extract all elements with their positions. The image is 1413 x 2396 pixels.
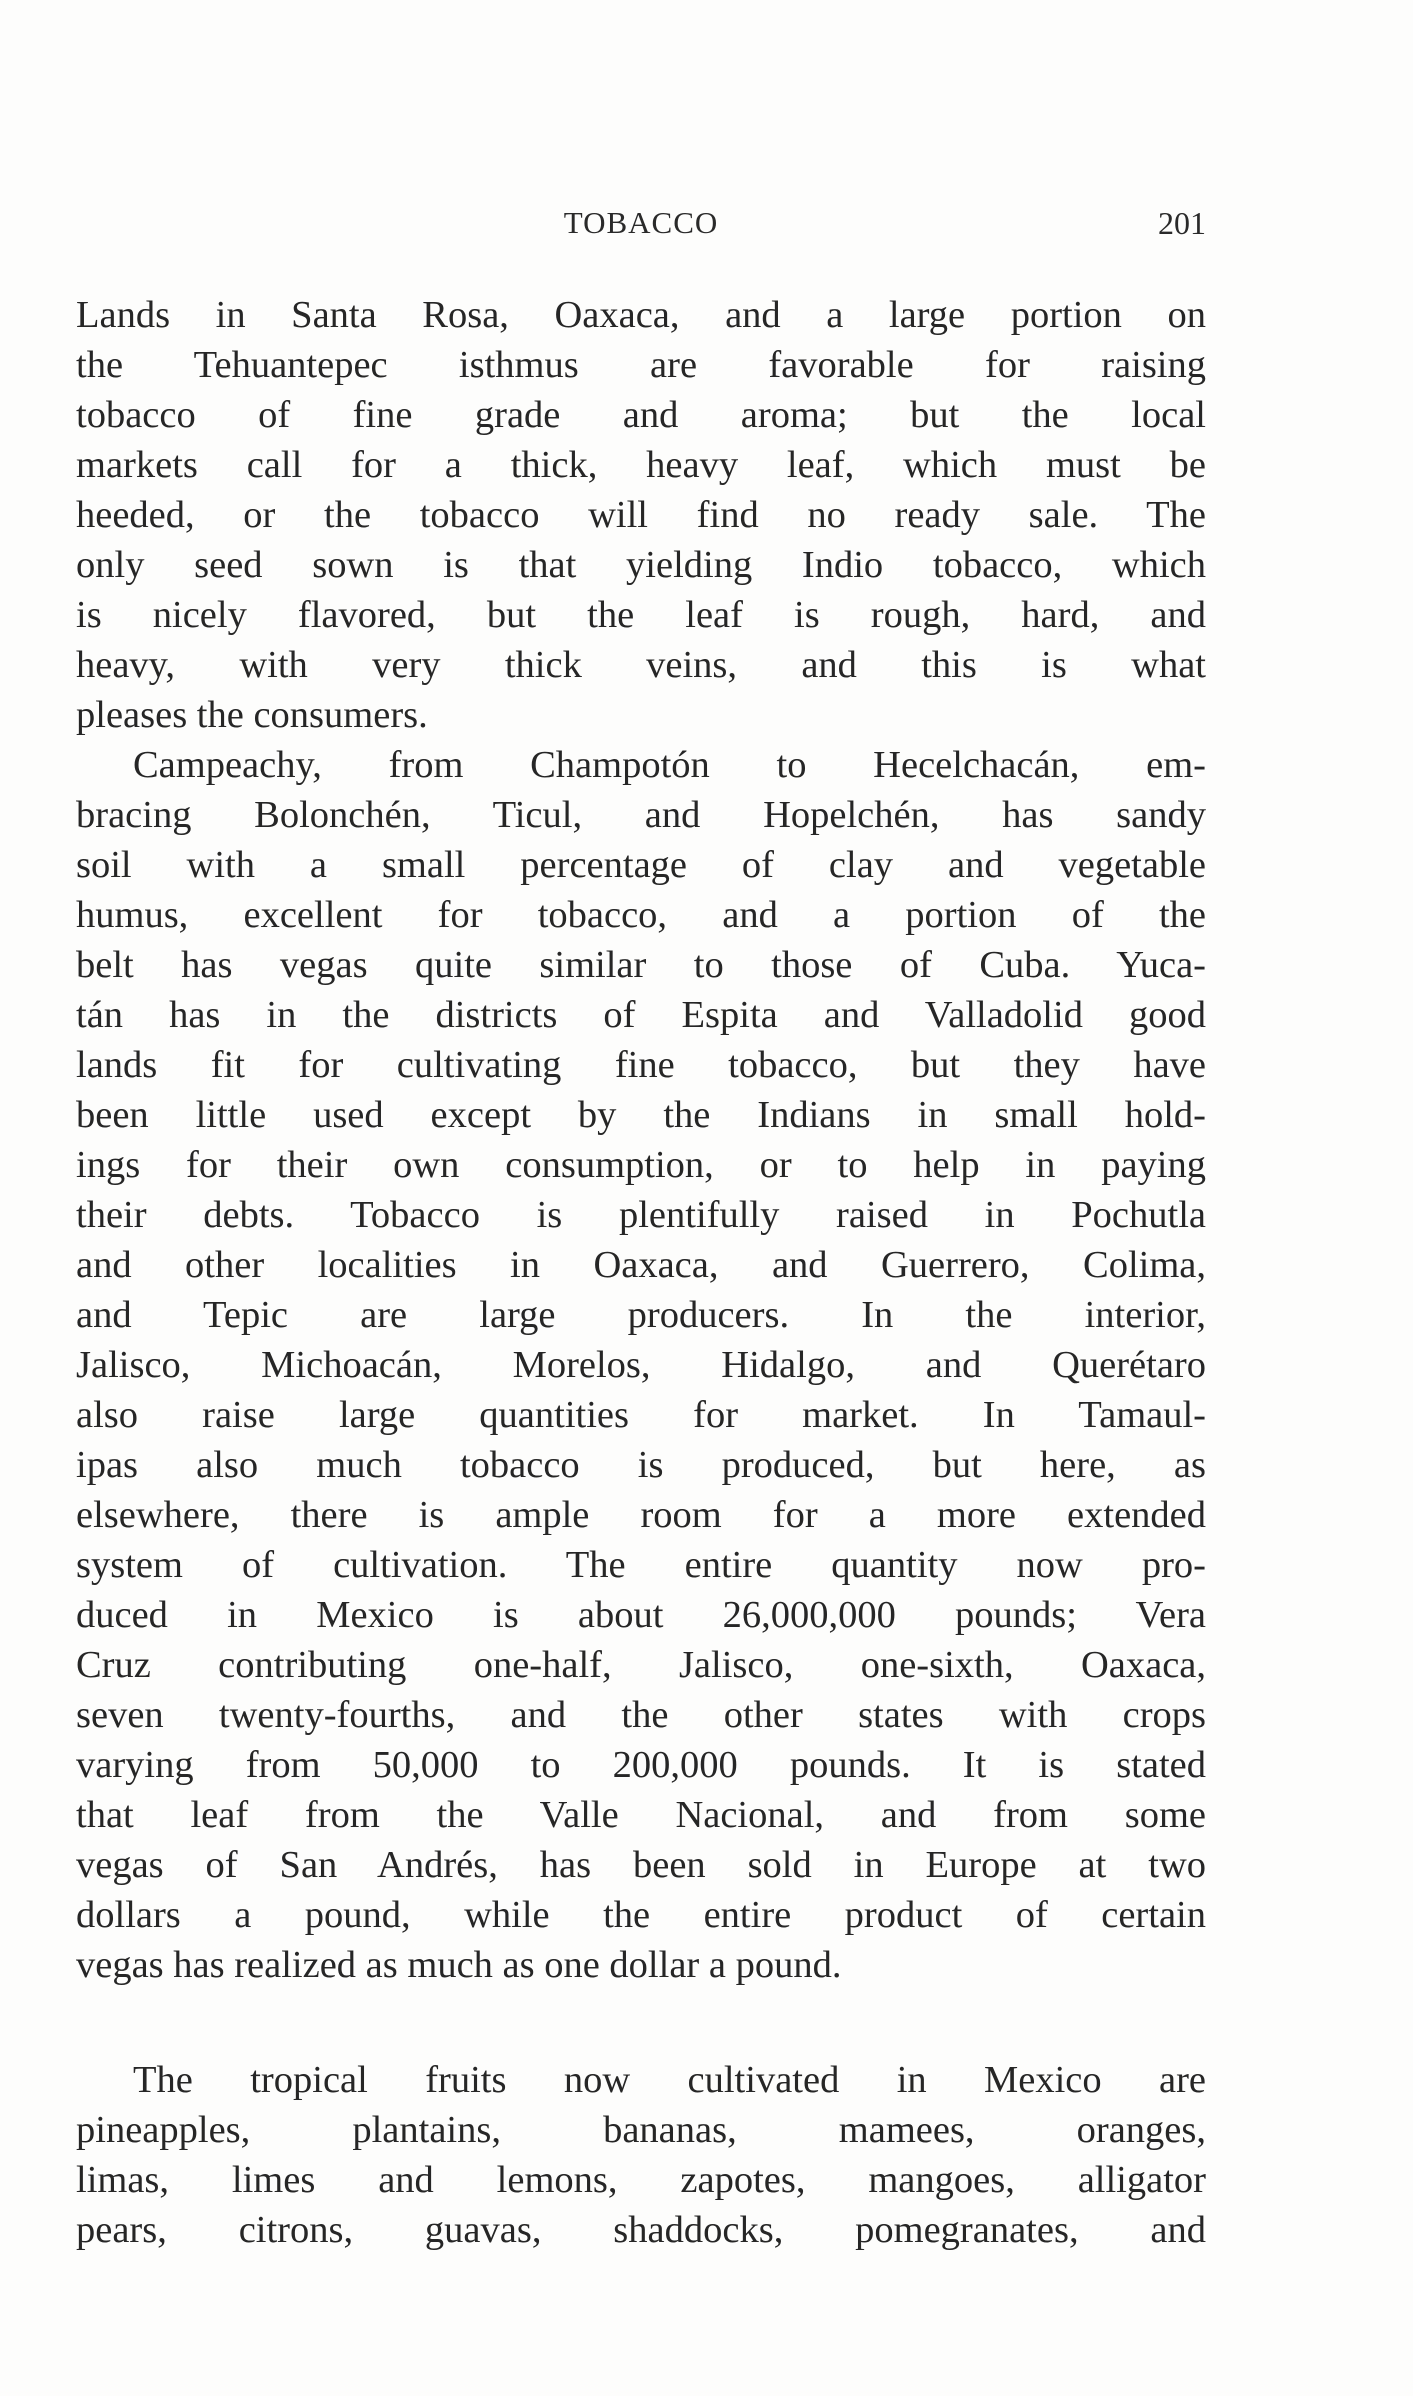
text-line: is nicely flavored, but the leaf is rough, hard, and: [76, 594, 1206, 636]
body-text: [76, 290, 1206, 2255]
text-line: duced in Mexico is about 26,000,000 pounds; Vera: [76, 1594, 1206, 1636]
text-line: pineapples, plantains, bananas, mamees, oranges,: [76, 2109, 1206, 2151]
text-line: been little used except by the Indians in small hold-: [76, 1094, 1206, 1136]
text-line: seven twenty-fourths, and the other states with crops: [76, 1694, 1206, 1736]
text-line: the Tehuantepec isthmus are favorable for raising: [76, 344, 1206, 386]
text-line: only seed sown is that yielding Indio tobacco, which: [76, 544, 1206, 586]
paragraph-tobacco-lands: [76, 290, 1206, 740]
running-title: TOBACCO: [563, 205, 719, 240]
text-line: Cruz contributing one-half, Jalisco, one-sixth, Oaxaca,: [76, 1644, 1206, 1686]
text-line: their debts. Tobacco is plentifully raised in Pochutla: [76, 1194, 1206, 1236]
paragraph-tropical-fruits: [76, 2055, 1206, 2255]
text-line: varying from 50,000 to 200,000 pounds. It is stated: [76, 1744, 1206, 1786]
text-line: Campeachy, from Champotón to Hecelchacán, em-: [133, 744, 1206, 786]
text-line: also raise large quantities for market. In Tamaul-: [76, 1394, 1206, 1436]
text-line: heeded, or the tobacco will find no ready sale. The: [76, 494, 1206, 536]
text-line: vegas of San Andrés, has been sold in Europe at two: [76, 1844, 1206, 1886]
text-line: lands fit for cultivating fine tobacco, but they have: [76, 1044, 1206, 1086]
text-line: and other localities in Oaxaca, and Guerrero, Colima,: [76, 1244, 1206, 1286]
text-line: The tropical fruits now cultivated in Mexico are: [133, 2059, 1206, 2101]
text-line: pears, citrons, guavas, shaddocks, pomegranates, and: [76, 2209, 1206, 2251]
text-line: pleases the consumers.: [76, 694, 428, 736]
text-line: belt has vegas quite similar to those of Cuba. Yuca-: [76, 944, 1206, 986]
text-line: bracing Bolonchén, Ticul, and Hopelchén, has sandy: [76, 794, 1206, 836]
text-line: humus, excellent for tobacco, and a portion of the: [76, 894, 1206, 936]
text-line: Jalisco, Michoacán, Morelos, Hidalgo, and Querétaro: [76, 1344, 1206, 1386]
text-line: that leaf from the Valle Nacional, and from some: [76, 1794, 1206, 1836]
text-line: system of cultivation. The entire quantity now pro-: [76, 1544, 1206, 1586]
text-line: vegas has realized as much as one dollar a pound.: [76, 1944, 842, 1986]
text-line: Lands in Santa Rosa, Oaxaca, and a large portion on: [76, 294, 1206, 336]
text-line: limas, limes and lemons, zapotes, mangoes, alligator: [76, 2159, 1206, 2201]
text-line: ipas also much tobacco is produced, but here, as: [76, 1444, 1206, 1486]
text-line: elsewhere, there is ample room for a more extended: [76, 1494, 1206, 1536]
running-head: [76, 205, 1206, 255]
text-line: soil with a small percentage of clay and vegetable: [76, 844, 1206, 886]
text-line: ings for their own consumption, or to help in paying: [76, 1144, 1206, 1186]
text-line: tobacco of fine grade and aroma; but the local: [76, 394, 1206, 436]
text-line: markets call for a thick, heavy leaf, which must be: [76, 444, 1206, 486]
page-number: 201: [1158, 205, 1206, 241]
text-line: tán has in the districts of Espita and Valladolid good: [76, 994, 1206, 1036]
text-line: heavy, with very thick veins, and this is what: [76, 644, 1206, 686]
paragraph-gap: [76, 1990, 1206, 2055]
text-line: and Tepic are large producers. In the interior,: [76, 1294, 1206, 1336]
paragraph-campeachy: [76, 740, 1206, 1990]
text-line: dollars a pound, while the entire product of certain: [76, 1894, 1206, 1936]
